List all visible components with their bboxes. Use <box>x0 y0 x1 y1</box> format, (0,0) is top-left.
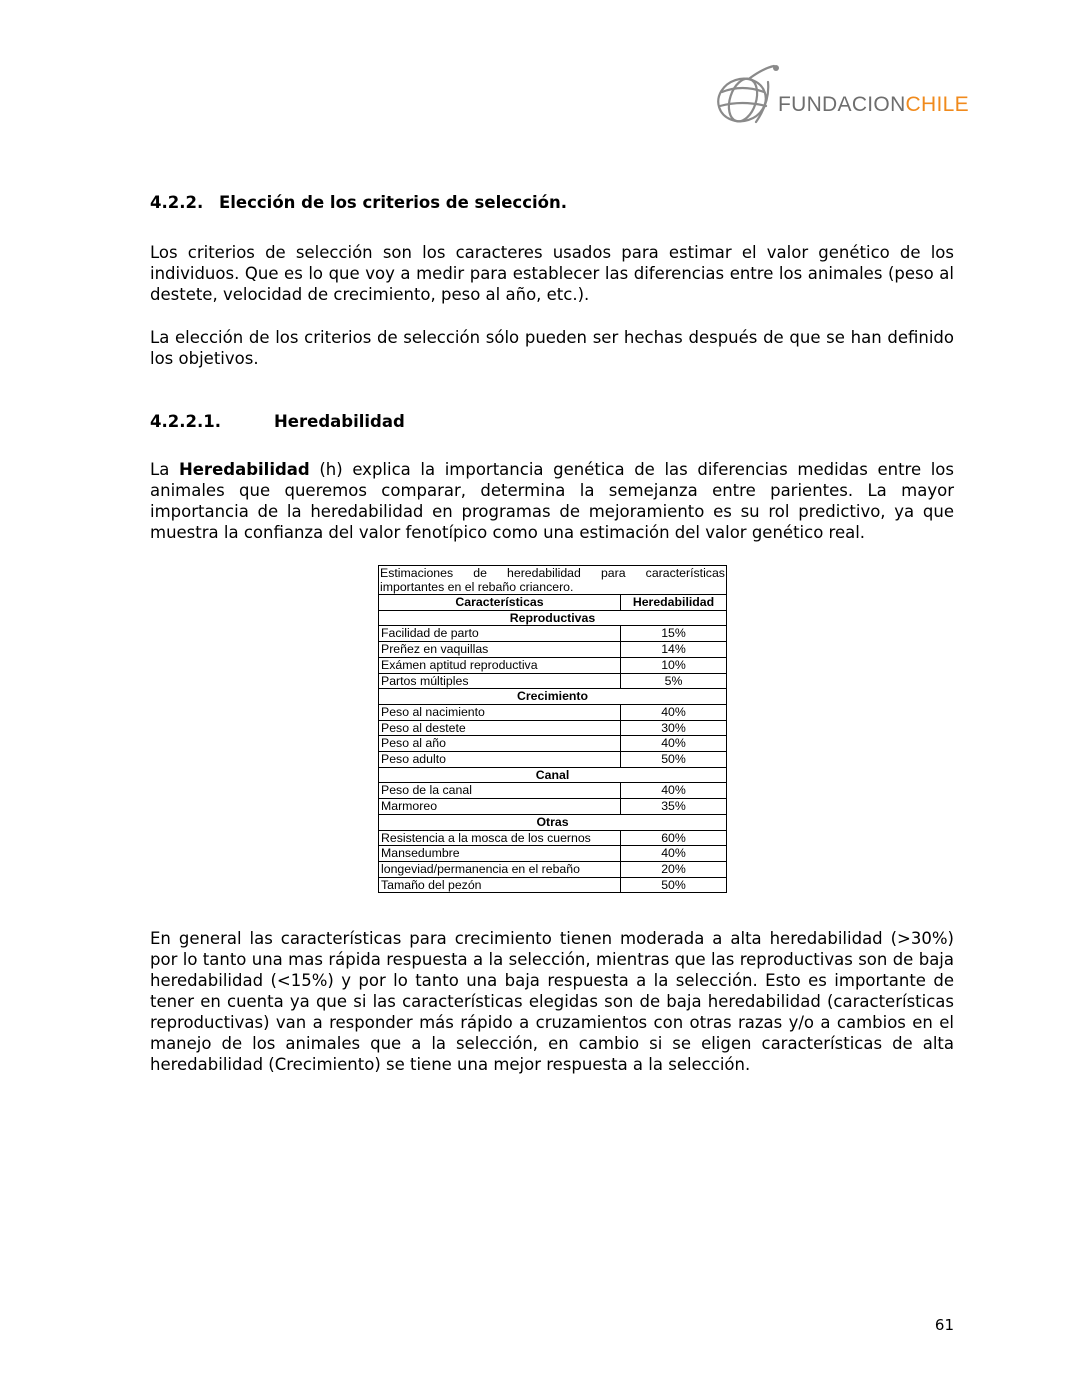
heritability-value-cell: 5% <box>621 673 727 689</box>
table-row <box>379 704 727 720</box>
logo-text-chile: CHILE <box>905 93 969 116</box>
table-caption-word: para <box>600 566 626 580</box>
table-section-row <box>379 814 727 830</box>
trait-cell: Peso adulto <box>379 752 621 768</box>
trait-cell: Marmoreo <box>379 799 621 815</box>
subsection-title: Heredabilidad <box>274 412 405 431</box>
heritability-table <box>378 565 727 893</box>
table-section-title: Canal <box>379 767 727 783</box>
heritability-value-cell: 50% <box>621 752 727 768</box>
logo-wordmark <box>778 93 969 117</box>
heritability-value-cell: 30% <box>621 720 727 736</box>
trait-cell: Peso al año <box>379 736 621 752</box>
paragraph-heredabilidad <box>150 459 954 543</box>
section-heading <box>150 193 954 212</box>
heritability-value-cell: 40% <box>621 704 727 720</box>
trait-cell: Tamaño del pezón <box>379 877 621 893</box>
paragraph-criterios: Los criterios de selección son los caracteres usados para estimar el valor genético de los individuos. Que es lo que voy a medir para establecer las diferencias entre los animales (peso al destete, velocidad de crecimiento, peso al año, etc.). <box>150 243 954 304</box>
table-row <box>379 720 727 736</box>
trait-cell: Mansedumbre <box>379 846 621 862</box>
table-section-title: Crecimiento <box>379 689 727 705</box>
table-row <box>379 736 727 752</box>
table-row <box>379 752 727 768</box>
table-section-row <box>379 610 727 626</box>
paragraph-eleccion: La elección de los criterios de selección sólo pueden ser hechas después de que se han definido los objetivos. <box>150 328 954 368</box>
table-caption <box>379 566 727 595</box>
trait-cell: longeviad/permanencia en el rebaño <box>379 861 621 877</box>
header-caracteristicas: Características <box>379 595 621 611</box>
trait-cell: Peso al nacimiento <box>379 704 621 720</box>
heritability-value-cell: 60% <box>621 830 727 846</box>
table-header-row <box>379 595 727 611</box>
table-caption-word: de <box>473 566 487 580</box>
page-number: 61 <box>934 1316 954 1334</box>
fundacion-chile-logo <box>712 62 969 132</box>
section-number: 4.2.2. <box>150 193 204 212</box>
table-row <box>379 626 727 642</box>
paragraph-conclusion: En general las características para crecimiento tienen moderada a alta heredabilidad (>30%) por lo tanto una mas rápida respuesta a la selección, mientras que las reproductivas son de baja heredabilidad (<15%) y por lo tanto una baja respuesta a la selección. Esto es importante de tener en cuenta ya que si las características elegidas son de baja heredabilidad (características reproductivas) van a responder más rápido a cruzamientos con otras razas y/o a cambios en el manejo de los animales que a la selección, en cambio si se eligen características de alta heredabilidad (Crecimiento) se tiene una mejor respuesta a la selección. <box>150 929 954 1074</box>
section-title: Elección de los criterios de selección. <box>219 193 567 212</box>
table-caption-line2: importantes en el rebaño criancero. <box>380 580 574 594</box>
table-row <box>379 673 727 689</box>
table-row <box>379 642 727 658</box>
heritability-value-cell: 15% <box>621 626 727 642</box>
heritability-value-cell: 40% <box>621 783 727 799</box>
table-row <box>379 783 727 799</box>
heritability-value-cell: 20% <box>621 861 727 877</box>
table-caption-word: Estimaciones <box>380 566 454 580</box>
paragraph-lead: La <box>150 460 170 479</box>
trait-cell: Peso de la canal <box>379 783 621 799</box>
heritability-value-cell: 50% <box>621 877 727 893</box>
paragraph-bold-term: Heredabilidad <box>178 460 310 479</box>
table-caption-row <box>379 566 727 595</box>
trait-cell: Resistencia a la mosca de los cuernos <box>379 830 621 846</box>
table-caption-word: características <box>645 566 725 580</box>
table-section-row <box>379 767 727 783</box>
logo-text-fundacion: FUNDACION <box>778 93 906 116</box>
table-section-row <box>379 689 727 705</box>
paragraph-rest: (h) explica la importancia genética de las diferencias medidas entre los animales que queremos comparar, determina la semejanza entre parientes. La mayor importancia de la heredabilidad en programas de mejoramiento es su rol predictivo, ya que muestra la confianza del valor fenotípico como una estimación del valor genético real. <box>150 460 955 542</box>
heritability-value-cell: 40% <box>621 736 727 752</box>
trait-cell: Partos múltiples <box>379 673 621 689</box>
table-row <box>379 657 727 673</box>
table-row <box>379 799 727 815</box>
trait-cell: Facilidad de parto <box>379 626 621 642</box>
header-heredabilidad: Heredabilidad <box>621 595 727 611</box>
table-caption-word: heredabilidad <box>507 566 581 580</box>
heritability-value-cell: 40% <box>621 846 727 862</box>
table-row <box>379 830 727 846</box>
table-row <box>379 861 727 877</box>
heritability-value-cell: 10% <box>621 657 727 673</box>
heritability-value-cell: 35% <box>621 799 727 815</box>
subsection-number: 4.2.2.1. <box>150 412 221 431</box>
trait-cell: Peso al destete <box>379 720 621 736</box>
table-section-title: Reproductivas <box>379 610 727 626</box>
subsection-heading <box>150 412 954 431</box>
heritability-value-cell: 14% <box>621 642 727 658</box>
table-row <box>379 846 727 862</box>
table-caption-line1 <box>380 566 725 580</box>
table-row <box>379 877 727 893</box>
table-section-title: Otras <box>379 814 727 830</box>
trait-cell: Exámen aptitud reproductiva <box>379 657 621 673</box>
trait-cell: Preñez en vaquillas <box>379 642 621 658</box>
